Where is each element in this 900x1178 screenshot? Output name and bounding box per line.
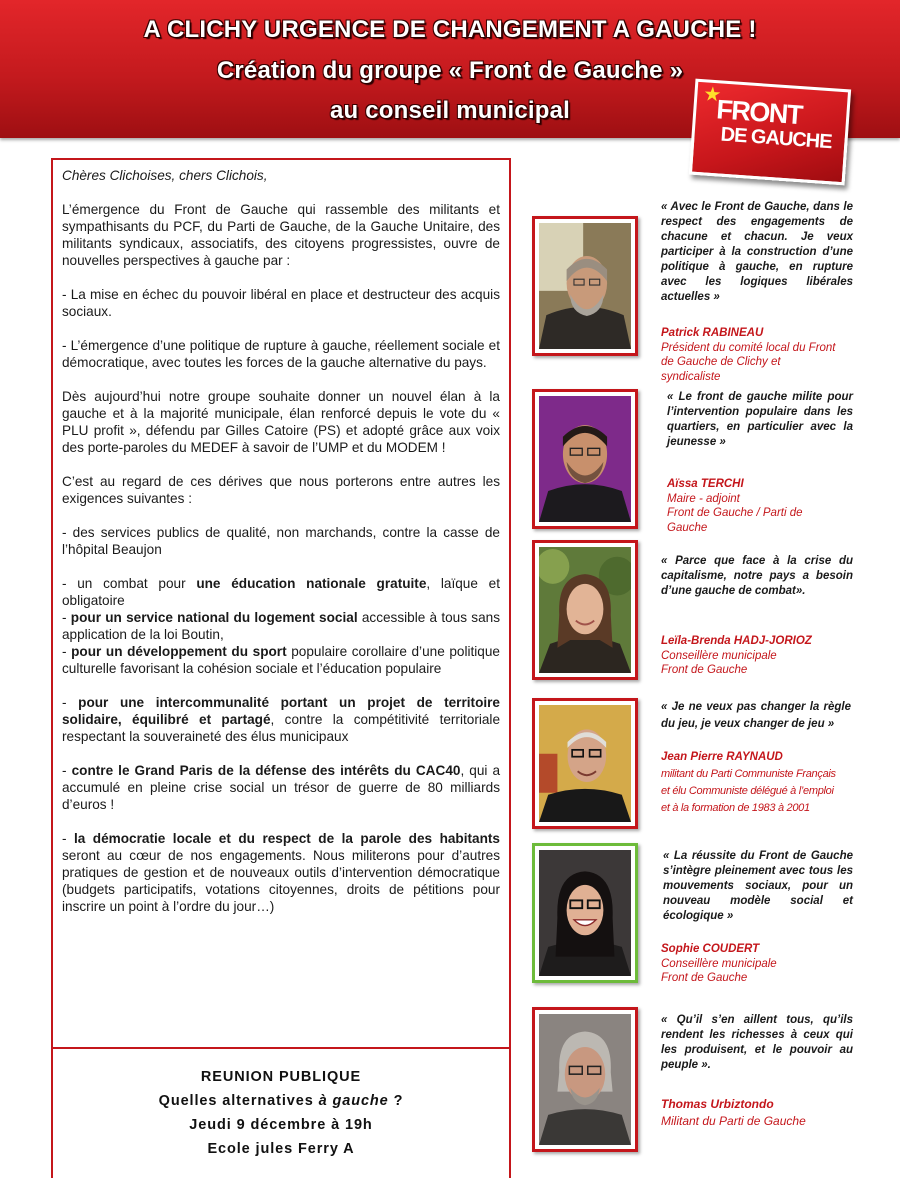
meeting-date: Jeudi 9 décembre à 19h xyxy=(189,1117,373,1133)
person-role: Militant du Parti de Gauche xyxy=(661,1114,806,1128)
portrait-photo xyxy=(532,1007,638,1152)
greeting: Chères Clichoises, chers Clichois, xyxy=(62,168,268,183)
person-role: Conseillère municipale xyxy=(661,649,777,662)
star-icon: ★ xyxy=(702,83,723,107)
person-credit xyxy=(661,749,836,817)
demand-item: - pour un service national du logement social accessible à tous sans application de la loi Boutin, xyxy=(62,610,501,642)
testimonial-quote: « Le front de gauche milite pour l’intervention populaire dans les quartiers, en particulier avec la jeunesse » xyxy=(667,391,853,448)
person-role: Front de Gauche xyxy=(661,972,748,984)
person-role: militant du Parti Communiste Français et élu Communiste délégué à l’emploi et à la formation de 1983 à 2001 xyxy=(661,768,836,814)
person-role: Front de Gauche / Parti de Gauche xyxy=(667,507,803,534)
demand-item: - pour une intercommunalité portant un projet de territoire solidaire, équilibré et partagé, contre la compétitivité territoriale respectant la souveraineté des élus municipaux xyxy=(62,695,501,744)
portrait-photo xyxy=(532,216,638,356)
paragraph: C’est au regard de ces dérives que nous porterons entre autres les exigences suivantes : xyxy=(62,474,500,506)
portrait-image xyxy=(539,705,631,822)
demand-item: - un combat pour une éducation nationale gratuite, laïque et obligatoire xyxy=(62,576,500,608)
person-name: Patrick RABINEAU xyxy=(661,327,764,339)
paragraph: - des services publics de qualité, non marchands, contre la casse de l’hôpital Beaujon xyxy=(62,525,500,557)
paragraph: L’émergence du Front de Gauche qui rassemble des militants et sympathisants du PCF, du Parti de Gauche, de la Gauche Unitaire, des militants syndicaux, associatifs, des citoyens progressistes, ouvre de nouvelles perspectives à gauche par : xyxy=(62,202,500,268)
portrait-photo xyxy=(532,540,638,680)
paragraph: Dès aujourd’hui notre groupe souhaite donner un nouvel élan à la gauche et à la majorité municipale, élan renforcé depuis le vote du « PLU profit », défendu par Gilles Catoire (PS) et adopté grâce aux voix des porte-paroles du MEDEF à savoir de l’UMP et du MODEM ! xyxy=(62,389,500,455)
person-credit xyxy=(661,326,841,384)
person-role: Président du comité local du Front de Gauche de Clichy et syndicaliste xyxy=(661,341,836,383)
person-role: Conseillère municipale xyxy=(661,957,777,970)
person-name: Jean Pierre RAYNAUD xyxy=(661,751,783,763)
portrait-image xyxy=(539,547,631,673)
testimonial-quote: « Qu’il s’en aillent tous, qu’ils rendent les richesses à ceux qui les produisent, et le pouvoir au peuple ». xyxy=(661,1014,853,1071)
header-subtitle: Création du groupe « Front de Gauche » xyxy=(216,57,684,84)
divider xyxy=(53,1047,509,1049)
person-credit xyxy=(661,634,851,678)
person-name: Thomas Urbiztondo xyxy=(661,1097,774,1111)
portrait-photo xyxy=(532,698,638,829)
letter-body xyxy=(62,167,500,932)
public-meeting xyxy=(53,1065,509,1161)
person-name: Leïla-Brenda HADJ-JORIOZ xyxy=(661,635,812,647)
meeting-topic: Quelles alternatives à gauche ? xyxy=(158,1093,404,1109)
portrait-image xyxy=(539,1014,631,1145)
person-name: Sophie COUDERT xyxy=(661,943,760,955)
meeting-place: Ecole jules Ferry A xyxy=(207,1141,355,1157)
demand-item: - contre le Grand Paris de la défense des intérêts du CAC40, qui a accumulé en pleine crise social un trésor de guerre de 80 milliards d’euros ! xyxy=(62,763,501,812)
portrait-image xyxy=(539,223,631,349)
person-role: Front de Gauche xyxy=(661,664,748,676)
testimonial-quote: « Je ne veux pas changer la règle du jeu, je veux changer de jeu » xyxy=(661,701,851,730)
person-credit xyxy=(661,942,841,986)
logo-text-de-gauche: DE GAUCHE xyxy=(719,123,833,154)
testimonial-quote: « Parce que face à la crise du capitalisme, notre pays a besoin d’une gauche de combat». xyxy=(661,555,853,597)
header-subtitle-2: au conseil municipal xyxy=(329,97,571,124)
portrait-image xyxy=(539,396,631,522)
header-title: A CLICHY URGENCE DE CHANGEMENT A GAUCHE ! xyxy=(143,16,757,43)
testimonial-quote: « La réussite du Front de Gauche s’intègre pleinement avec tous les mouvements sociaux, pour un nouveau modèle social et écologique » xyxy=(663,850,853,922)
meeting-title: REUNION PUBLIQUE xyxy=(200,1069,362,1085)
logo-text-front: FRONT xyxy=(715,94,803,131)
letter-frame xyxy=(51,158,511,1178)
portrait-image xyxy=(539,850,631,976)
testimonial-quote: « Avec le Front de Gauche, dans le respect des engagements de chacune et chacun. Je veux participer à la construction d’une politique à gauche, en rupture avec les logiques libérales actuelles » xyxy=(661,201,853,303)
front-de-gauche-logo xyxy=(689,79,851,186)
demand-item: - pour un développement du sport populaire corollaire d’une politique culturelle favorisant la cohésion sociale et l’éducation populaire xyxy=(62,644,500,676)
portrait-photo xyxy=(532,389,638,529)
person-credit xyxy=(667,477,837,535)
person-name: Aïssa TERCHI xyxy=(667,478,744,490)
demand-item: - la démocratie locale et du respect de la parole des habitants seront au cœur de nos engagements. Nous militerons pour d’autres pratiques de gestion et de nouveaux outils d’intervention démocratique (budgets participatifs, votations citoyennes, droits de pétitions pour inscrire un point à l’ordre du jour…) xyxy=(62,831,500,914)
person-role: Maire - adjoint xyxy=(667,492,740,505)
paragraph: - La mise en échec du pouvoir libéral en place et destructeur des acquis sociaux. xyxy=(62,287,500,319)
portrait-photo xyxy=(532,843,638,983)
paragraph: - L’émergence d’une politique de rupture à gauche, réellement sociale et démocratique, avec toutes les forces de la gauche alternative du pays. xyxy=(62,338,500,370)
person-credit xyxy=(661,1096,841,1130)
